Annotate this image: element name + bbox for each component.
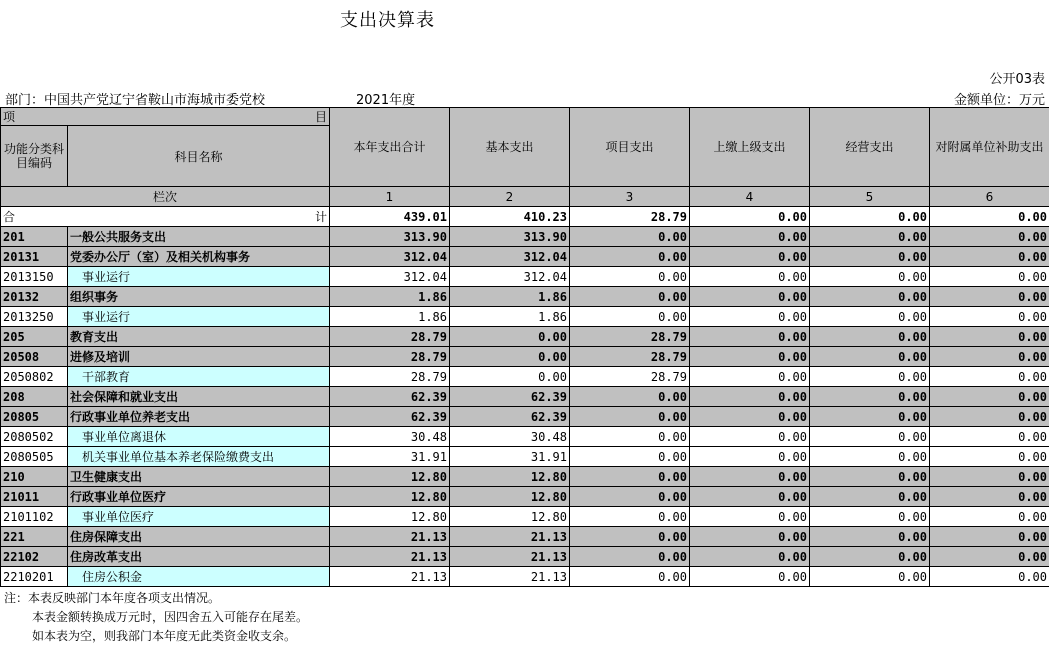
row-value-2: 12.80 — [450, 467, 570, 487]
row-name: 住房公积金 — [68, 567, 330, 587]
row-name: 卫生健康支出 — [68, 467, 330, 487]
row-code: 208 — [1, 387, 68, 407]
row-name: 社会保障和就业支出 — [68, 387, 330, 407]
row-value-6: 0.00 — [930, 487, 1049, 507]
row-value-2: 31.91 — [450, 447, 570, 467]
row-value-5: 0.00 — [810, 407, 930, 427]
table-row — [1, 487, 1049, 507]
row-code: 2080502 — [1, 427, 68, 447]
row-value-5: 0.00 — [810, 287, 930, 307]
row-value-5: 0.00 — [810, 547, 930, 567]
row-value-5: 0.00 — [810, 347, 930, 367]
row-value-5: 0.00 — [810, 487, 930, 507]
total-label — [1, 207, 330, 227]
row-value-1: 21.13 — [330, 547, 450, 567]
row-value-3: 0.00 — [570, 387, 690, 407]
total-label-b: 计 — [315, 208, 327, 225]
row-code: 20805 — [1, 407, 68, 427]
table-row — [1, 507, 1049, 527]
row-code: 2101102 — [1, 507, 68, 527]
row-value-6: 0.00 — [930, 387, 1049, 407]
row-value-6: 0.00 — [930, 367, 1049, 387]
department-label: 部门：中国共产党辽宁省鞍山市海城市委党校 — [5, 89, 265, 108]
table-row — [1, 427, 1049, 447]
col-header-1: 本年支出合计 — [330, 108, 450, 187]
table-row — [1, 347, 1049, 367]
total-value-6: 0.00 — [930, 207, 1049, 227]
row-value-4: 0.00 — [690, 527, 810, 547]
row-value-6: 0.00 — [930, 347, 1049, 367]
row-value-2: 62.39 — [450, 387, 570, 407]
table-number: 公开03表 — [989, 68, 1045, 87]
row-value-1: 21.13 — [330, 567, 450, 587]
row-value-1: 28.79 — [330, 327, 450, 347]
header-row-1 — [1, 108, 1049, 126]
row-value-6: 0.00 — [930, 527, 1049, 547]
row-value-1: 62.39 — [330, 407, 450, 427]
row-value-3: 0.00 — [570, 507, 690, 527]
note-3: 如本表为空，则我部门本年度无此类资金收支余。 — [4, 627, 308, 646]
table-row — [1, 567, 1049, 587]
row-name: 行政事业单位医疗 — [68, 487, 330, 507]
row-value-5: 0.00 — [810, 447, 930, 467]
col-number-2: 2 — [450, 187, 570, 207]
row-code: 2013250 — [1, 307, 68, 327]
table-row — [1, 547, 1049, 567]
row-name: 党委办公厅（室）及相关机构事务 — [68, 247, 330, 267]
table-row — [1, 367, 1049, 387]
row-name: 进修及培训 — [68, 347, 330, 367]
row-name: 教育支出 — [68, 327, 330, 347]
row-code: 2013150 — [1, 267, 68, 287]
row-name: 事业运行 — [68, 307, 330, 327]
row-value-4: 0.00 — [690, 387, 810, 407]
row-value-2: 0.00 — [450, 347, 570, 367]
col-number-4: 4 — [690, 187, 810, 207]
row-value-4: 0.00 — [690, 567, 810, 587]
row-value-3: 0.00 — [570, 427, 690, 447]
lanci-label: 栏次 — [1, 187, 330, 207]
row-name: 事业单位医疗 — [68, 507, 330, 527]
row-value-2: 21.13 — [450, 527, 570, 547]
row-value-4: 0.00 — [690, 227, 810, 247]
row-value-2: 1.86 — [450, 307, 570, 327]
row-value-3: 0.00 — [570, 307, 690, 327]
row-value-5: 0.00 — [810, 467, 930, 487]
row-value-1: 12.80 — [330, 487, 450, 507]
row-value-3: 0.00 — [570, 267, 690, 287]
row-value-3: 0.00 — [570, 227, 690, 247]
report-title: 支出决算表 — [340, 6, 435, 32]
row-value-2: 312.04 — [450, 247, 570, 267]
row-value-3: 28.79 — [570, 367, 690, 387]
row-name: 行政事业单位养老支出 — [68, 407, 330, 427]
row-value-6: 0.00 — [930, 427, 1049, 447]
col-header-6: 对附属单位补助支出 — [930, 108, 1049, 187]
col-header-2: 基本支出 — [450, 108, 570, 187]
row-value-1: 62.39 — [330, 387, 450, 407]
table-row — [1, 447, 1049, 467]
row-code: 20132 — [1, 287, 68, 307]
row-value-3: 0.00 — [570, 547, 690, 567]
row-value-6: 0.00 — [930, 227, 1049, 247]
table-row — [1, 327, 1049, 347]
row-value-1: 12.80 — [330, 507, 450, 527]
row-value-6: 0.00 — [930, 467, 1049, 487]
col-header-4: 上缴上级支出 — [690, 108, 810, 187]
table-row — [1, 287, 1049, 307]
note-2: 本表金额转换成万元时，因四舍五入可能存在尾差。 — [4, 608, 308, 627]
column-number-row — [1, 187, 1049, 207]
row-value-1: 313.90 — [330, 227, 450, 247]
name-header: 科目名称 — [68, 126, 330, 187]
row-value-5: 0.00 — [810, 307, 930, 327]
row-value-6: 0.00 — [930, 287, 1049, 307]
row-value-4: 0.00 — [690, 367, 810, 387]
mu-label: 目 — [315, 108, 327, 125]
row-value-2: 12.80 — [450, 487, 570, 507]
total-value-3: 28.79 — [570, 207, 690, 227]
row-value-4: 0.00 — [690, 407, 810, 427]
row-value-6: 0.00 — [930, 407, 1049, 427]
table-row — [1, 527, 1049, 547]
row-value-1: 312.04 — [330, 247, 450, 267]
row-value-3: 0.00 — [570, 247, 690, 267]
total-label-a: 合 — [3, 208, 15, 225]
row-value-3: 0.00 — [570, 467, 690, 487]
row-value-6: 0.00 — [930, 327, 1049, 347]
row-name: 事业单位离退休 — [68, 427, 330, 447]
row-value-1: 312.04 — [330, 267, 450, 287]
table-row — [1, 227, 1049, 247]
total-value-1: 439.01 — [330, 207, 450, 227]
row-value-4: 0.00 — [690, 447, 810, 467]
row-name: 事业运行 — [68, 267, 330, 287]
row-value-1: 28.79 — [330, 367, 450, 387]
row-value-3: 28.79 — [570, 347, 690, 367]
col-header-3: 项目支出 — [570, 108, 690, 187]
row-value-6: 0.00 — [930, 247, 1049, 267]
expenditure-table — [0, 107, 1049, 587]
row-code: 20131 — [1, 247, 68, 267]
row-value-4: 0.00 — [690, 247, 810, 267]
row-value-5: 0.00 — [810, 387, 930, 407]
note-1: 注：本表反映部门本年度各项支出情况。 — [4, 589, 308, 608]
row-value-5: 0.00 — [810, 427, 930, 447]
row-value-6: 0.00 — [930, 307, 1049, 327]
table-row — [1, 247, 1049, 267]
row-value-4: 0.00 — [690, 307, 810, 327]
code-header: 功能分类科目编码 — [1, 126, 68, 187]
row-code: 201 — [1, 227, 68, 247]
row-value-2: 313.90 — [450, 227, 570, 247]
row-value-1: 1.86 — [330, 287, 450, 307]
row-value-4: 0.00 — [690, 327, 810, 347]
total-row — [1, 207, 1049, 227]
row-value-5: 0.00 — [810, 327, 930, 347]
row-value-1: 28.79 — [330, 347, 450, 367]
row-code: 22102 — [1, 547, 68, 567]
row-value-2: 12.80 — [450, 507, 570, 527]
table-row — [1, 307, 1049, 327]
row-code: 2050802 — [1, 367, 68, 387]
col-number-3: 3 — [570, 187, 690, 207]
row-value-4: 0.00 — [690, 287, 810, 307]
row-name: 住房保障支出 — [68, 527, 330, 547]
row-value-1: 30.48 — [330, 427, 450, 447]
row-code: 2210201 — [1, 567, 68, 587]
row-value-3: 0.00 — [570, 407, 690, 427]
row-value-3: 0.00 — [570, 487, 690, 507]
row-name: 组织事务 — [68, 287, 330, 307]
row-name: 干部教育 — [68, 367, 330, 387]
total-value-2: 410.23 — [450, 207, 570, 227]
col-header-5: 经营支出 — [810, 108, 930, 187]
col-number-1: 1 — [330, 187, 450, 207]
row-value-1: 21.13 — [330, 527, 450, 547]
row-value-6: 0.00 — [930, 567, 1049, 587]
row-value-3: 0.00 — [570, 567, 690, 587]
row-code: 221 — [1, 527, 68, 547]
row-value-5: 0.00 — [810, 367, 930, 387]
table-row — [1, 387, 1049, 407]
row-value-5: 0.00 — [810, 527, 930, 547]
row-value-2: 0.00 — [450, 327, 570, 347]
row-value-3: 0.00 — [570, 287, 690, 307]
row-value-2: 0.00 — [450, 367, 570, 387]
row-value-5: 0.00 — [810, 507, 930, 527]
fiscal-year: 2021年度 — [356, 89, 415, 108]
row-value-3: 0.00 — [570, 527, 690, 547]
row-value-6: 0.00 — [930, 267, 1049, 287]
row-name: 机关事业单位基本养老保险缴费支出 — [68, 447, 330, 467]
row-value-4: 0.00 — [690, 267, 810, 287]
total-value-4: 0.00 — [690, 207, 810, 227]
table-row — [1, 267, 1049, 287]
row-code: 21011 — [1, 487, 68, 507]
row-value-5: 0.00 — [810, 267, 930, 287]
row-name: 一般公共服务支出 — [68, 227, 330, 247]
table-row — [1, 407, 1049, 427]
row-value-6: 0.00 — [930, 447, 1049, 467]
col-number-5: 5 — [810, 187, 930, 207]
xiang-mu-header — [1, 108, 330, 126]
row-value-5: 0.00 — [810, 567, 930, 587]
row-code: 210 — [1, 467, 68, 487]
col-number-6: 6 — [930, 187, 1049, 207]
row-name: 住房改革支出 — [68, 547, 330, 567]
row-code: 20508 — [1, 347, 68, 367]
row-value-1: 1.86 — [330, 307, 450, 327]
row-value-6: 0.00 — [930, 507, 1049, 527]
row-value-4: 0.00 — [690, 507, 810, 527]
row-value-5: 0.00 — [810, 247, 930, 267]
row-value-2: 62.39 — [450, 407, 570, 427]
total-value-5: 0.00 — [810, 207, 930, 227]
table-row — [1, 467, 1049, 487]
row-code: 2080505 — [1, 447, 68, 467]
row-value-4: 0.00 — [690, 467, 810, 487]
row-value-4: 0.00 — [690, 427, 810, 447]
row-value-5: 0.00 — [810, 227, 930, 247]
row-value-1: 31.91 — [330, 447, 450, 467]
row-value-2: 21.13 — [450, 547, 570, 567]
row-value-6: 0.00 — [930, 547, 1049, 567]
row-value-2: 1.86 — [450, 287, 570, 307]
row-code: 205 — [1, 327, 68, 347]
row-value-4: 0.00 — [690, 547, 810, 567]
row-value-4: 0.00 — [690, 347, 810, 367]
row-value-2: 30.48 — [450, 427, 570, 447]
row-value-1: 12.80 — [330, 467, 450, 487]
footnotes — [4, 589, 308, 646]
amount-unit: 金额单位：万元 — [954, 89, 1045, 108]
row-value-4: 0.00 — [690, 487, 810, 507]
row-value-3: 28.79 — [570, 327, 690, 347]
xiang-label: 项 — [3, 108, 15, 125]
row-value-2: 312.04 — [450, 267, 570, 287]
row-value-3: 0.00 — [570, 447, 690, 467]
row-value-2: 21.13 — [450, 567, 570, 587]
